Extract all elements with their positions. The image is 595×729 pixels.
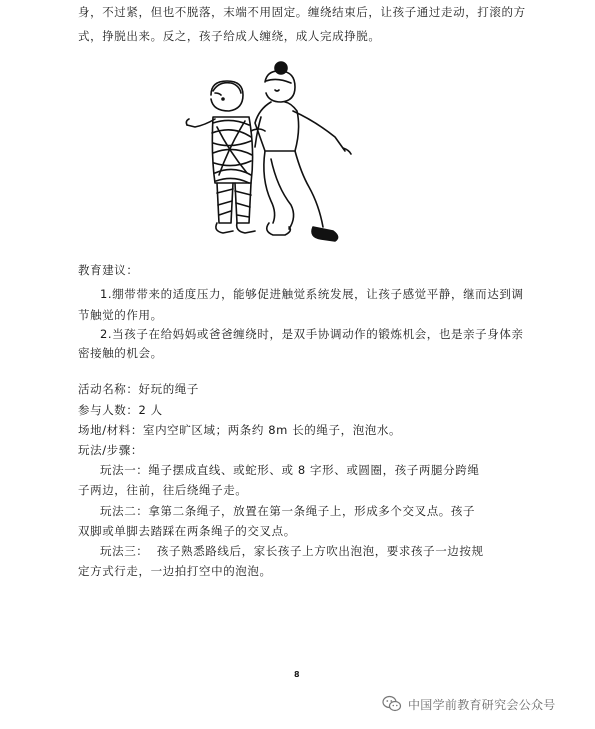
activity-name: 活动名称：好玩的绳子 [78, 382, 199, 396]
wechat-icon [382, 695, 402, 713]
step-line-1: 玩法一：绳子摆成直线、或蛇形、或 8 字形、或圆圈，孩子两腿分跨绳 [100, 463, 480, 477]
step-line-6: 定方式行走，一边拍打空中的泡泡。 [78, 564, 272, 578]
step-line-2: 子两边，往前，往后绕绳子走。 [78, 483, 248, 497]
watermark [382, 694, 556, 714]
education-heading: 教育建议： [78, 263, 139, 277]
watermark-text: 中国学前教育研究会公众号 [408, 697, 556, 712]
intro-line-1: 身，不过紧，但也不脱落，末端不用固定。缠绕结束后，让孩子通过走动，打滚的方 [78, 5, 526, 19]
mother-child-bandage-illustration [185, 55, 360, 250]
step-line-3: 玩法二：拿第二条绳子，放置在第一条绳子上，形成多个交叉点。孩子 [100, 504, 476, 518]
steps-heading: 玩法/步骤： [78, 443, 143, 457]
intro-line-2: 式，挣脱出来。反之，孩子给成人缠绕，成人完成挣脱。 [78, 29, 381, 43]
education-line-2: 节触觉的作用。 [78, 308, 163, 322]
education-line-4: 密接触的机会。 [78, 346, 163, 360]
step-line-5: 玩法三： 孩子熟悉路线后，家长孩子上方吹出泡泡，要求孩子一边按规 [100, 544, 484, 558]
step-line-4: 双脚或单脚去踏踩在两条绳子的交叉点。 [78, 524, 296, 538]
education-line-1: 1.绷带带来的适度压力，能够促进触觉系统发展，让孩子感觉平静，继而达到调 [100, 287, 524, 301]
activity-materials: 场地/材料：室内空旷区域；两条约 8m 长的绳子，泡泡水。 [78, 423, 402, 437]
page-number: 8 [294, 670, 300, 679]
education-line-3: 2.当孩子在给妈妈或爸爸缠绕时，是双手协调动作的锻炼机会，也是亲子身体亲 [100, 327, 524, 341]
activity-participants: 参与人数：2 人 [78, 403, 163, 417]
